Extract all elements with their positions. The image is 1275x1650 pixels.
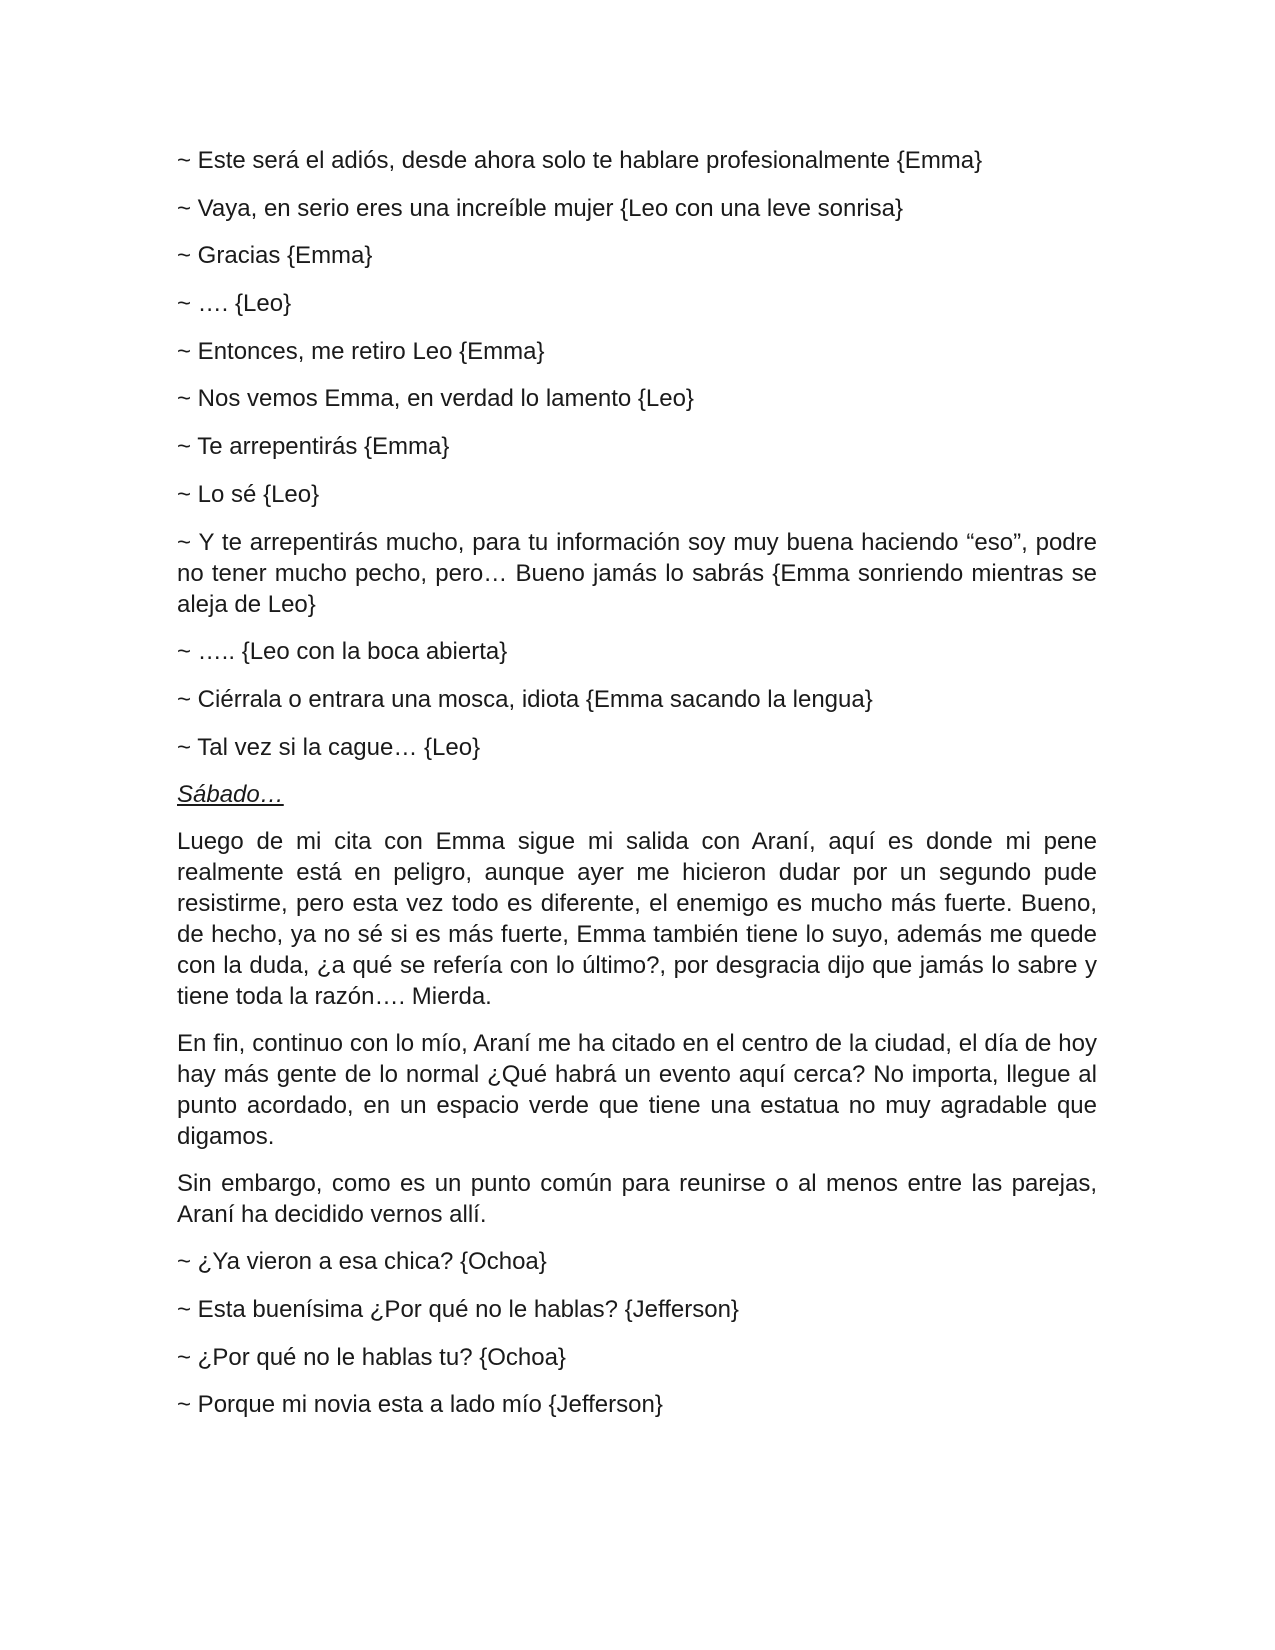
document-page [177,145,1097,1437]
dialogue-line: ~ ….. {Leo con la boca abierta} [177,638,508,666]
dialogue-line: ~ …. {Leo} [177,290,292,318]
dialogue-line: ~ Ciérrala o entrara una mosca, idiota {Emma sacando la lengua} [177,685,873,713]
dialogue-line: ~ Vaya, en serio eres una increíble mujer {Leo con una leve sonrisa} [177,194,903,222]
dialogue-line: ~ Nos vemos Emma, en verdad lo lamento {Leo} [177,385,694,413]
narrative-paragraph: Sin embargo, como es un punto común para reunirse o al menos entre las parejas, Araní ha decidido vernos allí. [177,1170,1097,1229]
narrative-paragraph: En fin, continuo con lo mío, Araní me ha citado en el centro de la ciudad, el día de hoy hay más gente de lo normal ¿Qué habrá un evento aquí cerca? No importa, llegue al punto acordado, en un espacio verde que tiene una estatua no muy agradable que digamos. [177,1030,1097,1151]
dialogue-line: ~ Entonces, me retiro Leo {Emma} [177,337,545,365]
dialogue-line: ~ Gracias {Emma} [177,242,373,270]
dialogue-line: ~ Esta buenísima ¿Por qué no le hablas? {Jefferson} [177,1295,739,1323]
dialogue-line: ~ Tal vez si la cague… {Leo} [177,733,481,761]
section-heading: Sábado… [177,781,284,809]
dialogue-line: ~ Lo sé {Leo} [177,480,320,508]
dialogue-line: ~ Este será el adiós, desde ahora solo te hablare profesionalmente {Emma} [177,147,983,174]
dialogue-line: ~ ¿Ya vieron a esa chica? {Ochoa} [177,1248,547,1276]
dialogue-line: ~ ¿Por qué no le hablas tu? {Ochoa} [177,1343,566,1371]
dialogue-line: ~ Te arrepentirás {Emma} [177,433,450,461]
narrative-paragraph: Luego de mi cita con Emma sigue mi salida con Araní, aquí es donde mi pene realmente está en peligro, aunque ayer me hicieron dudar por un segundo pude resistirme, pero esta vez todo es diferente, el enemigo es mucho más fuerte. Bueno, de hecho, ya no sé si es más fuerte, Emma también tiene lo suyo, además me quede con la duda, ¿a qué se refería con lo último?, por desgracia dijo que jamás lo sabre y tiene toda la razón…. Mierda. [177,828,1097,1011]
dialogue-line: ~ Porque mi novia esta a lado mío {Jefferson} [177,1391,663,1419]
dialogue-line: ~ Y te arrepentirás mucho, para tu información soy muy buena haciendo “eso”, podre no tener mucho pecho, pero… Bueno jamás lo sabrás {Emma sonriendo mientras se aleja de Leo} [177,528,1097,618]
